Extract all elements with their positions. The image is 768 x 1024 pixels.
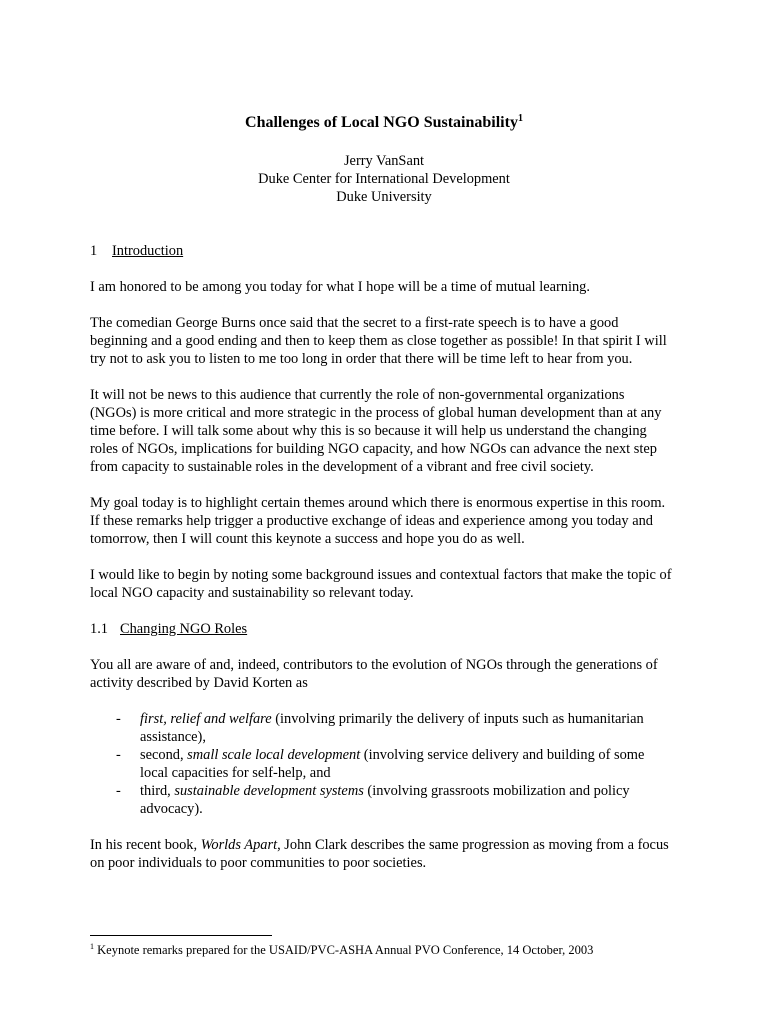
book-title: Worlds Apart: [200, 837, 278, 853]
author-affiliation: Duke Center for International Development: [258, 171, 510, 187]
closing-text-before: In his recent book,: [90, 837, 201, 853]
section-heading-introduction: [90, 242, 674, 260]
paragraph: [90, 836, 674, 872]
list-item-text: (involving primarily the delivery of inputs such as humanitarian assistance),: [140, 711, 644, 745]
paragraph: I would like to begin by noting some background issues and contextual factors that make the topic of local NGO capacity and sustainability so relevant today.: [90, 567, 672, 601]
paragraph: It will not be news to this audience that currently the role of non-governmental organizations (NGOs) is more critical and more strategic in the process of global human development than at any time before. I will talk some about why this is so because it will help us understand the changing roles of NGOs, implications for building NGO capacity, and how NGOs can advance the next step from capacity to sustainable roles in the development of a vibrant and free civil society.: [90, 387, 662, 475]
list-item-prefix: third,: [140, 783, 175, 799]
paragraph: The comedian George Burns once said that the secret to a first-rate speech is to have a good beginning and a good ending and then to keep them as close together as possible! In that spirit I will try not to ask you to listen to me too long in order that there will be time left to hear from you.: [90, 315, 667, 367]
list-item-text: (involving service delivery and building of some local capacities for self-help, and: [140, 747, 645, 781]
document-title: [0, 114, 768, 132]
section-heading-changing-ngo-roles: [90, 620, 674, 638]
footnote-divider: [90, 935, 272, 936]
author-institution: Duke University: [336, 189, 432, 205]
footnote: [90, 942, 690, 958]
list-item: [116, 746, 674, 782]
footnote-mark: 1: [90, 942, 94, 951]
list-item: [116, 710, 674, 746]
section-number: 1: [90, 243, 98, 259]
title-text: Challenges of Local NGO Sustainability: [245, 114, 518, 131]
list-item-emphasis: sustainable development systems: [174, 783, 364, 799]
list-item-emphasis: small scale local development: [187, 747, 361, 763]
list-dash: -: [116, 747, 121, 763]
list-dash: -: [116, 711, 121, 727]
closing-text-after: , John Clark describes the same progression as moving from a focus on poor individuals to poor communities to poor societies.: [90, 837, 669, 871]
section-title: Changing NGO Roles: [120, 621, 248, 637]
list-item-emphasis: first, relief and welfare: [140, 711, 272, 727]
paragraph: My goal today is to highlight certain themes around which there is enormous expertise in this room. If these remarks help trigger a productive exchange of ideas and experience among you today and tomorrow, then I will count this keynote a success and hope you do as well.: [90, 495, 666, 547]
list-item-prefix: second,: [140, 747, 188, 763]
paragraph: You all are aware of and, indeed, contributors to the evolution of NGOs through the generations of activity described by David Korten as: [90, 657, 658, 691]
list-item: [116, 782, 674, 818]
document-body: [90, 242, 674, 890]
section-title: Introduction: [112, 243, 184, 259]
footnote-text: Keynote remarks prepared for the USAID/PVC-ASHA Annual PVO Conference, 14 October, 2003: [94, 943, 594, 957]
section-number: 1.1: [90, 621, 108, 637]
author-block: [0, 152, 768, 206]
list-dash: -: [116, 783, 121, 799]
generations-list: [90, 710, 674, 818]
author-name: Jerry VanSant: [343, 153, 425, 169]
paragraph: I am honored to be among you today for what I hope will be a time of mutual learning.: [90, 279, 590, 295]
list-item-text: (involving grassroots mobilization and policy advocacy).: [140, 783, 630, 817]
title-footnote-mark[interactable]: 1: [517, 113, 523, 124]
